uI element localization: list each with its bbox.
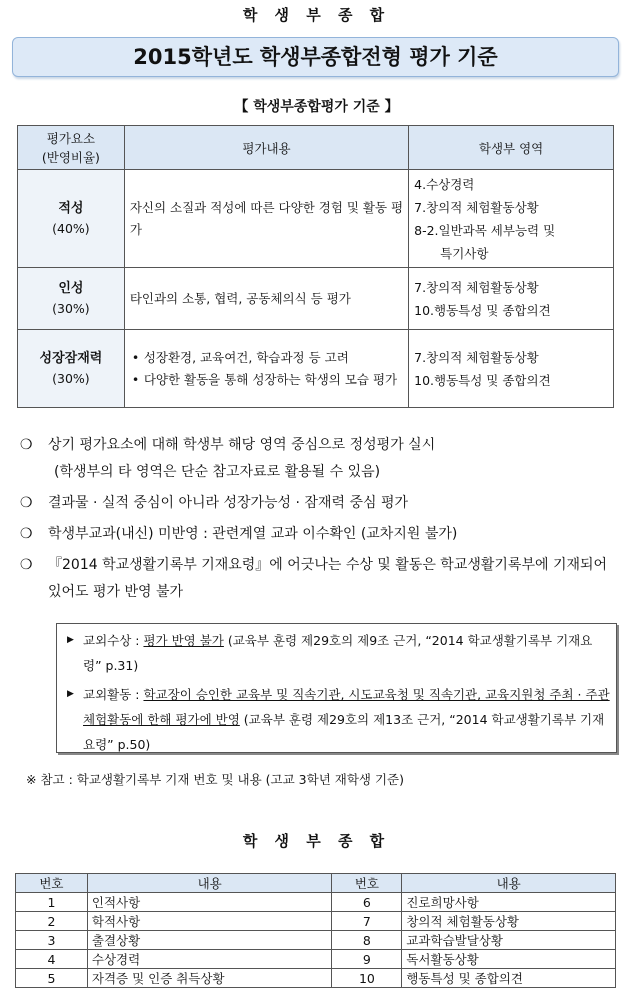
factor-ratio: (30%) [52,371,90,386]
page-top-title: 학 생 부 종 합 [242,6,391,24]
note-item [20,552,620,606]
area-item: 7.창의적 체험활동상황 [414,199,539,215]
open-circle-icon: ❍ [20,526,33,542]
factor-header [18,126,125,170]
factor-name: 성장잠재력 [39,351,103,366]
note-subtext: (학생부의 타 영역은 단순 참고자료로 활용될 수 있음) [54,464,381,480]
triangle-right-icon: ▶ [67,689,74,699]
reference-detail: (교육부 훈령 제29호의 제13조 근거, “2014 학교생활기록부 기재요령” p.50) [83,712,605,752]
bullet-text: 성장환경, 교육여건, 학습과정 등 고려 [143,349,349,365]
content-cell [124,330,408,408]
table-row [16,950,616,969]
note-item [20,521,620,548]
reference-item [57,678,616,757]
content-cell: 자신의 소질과 적성에 따른 다양한 경험 및 활동 평가 [124,170,408,268]
reference-label: 교외수상 : [83,633,144,648]
item-number: 10 [332,969,402,988]
item-name: 출결상황 [87,931,332,950]
area-item: 4.수상경력 [414,176,475,192]
factor-ratio: (30%) [52,301,90,316]
bullet-item [130,347,403,369]
open-circle-icon: ❍ [20,437,33,453]
item-name: 독서활동상황 [402,950,616,969]
area-item: 8-2.일반과목 세부능력 및 [414,222,556,238]
number-header: 번호 [332,874,402,893]
main-title: 2015학년도 학생부종합전형 평가 기준 [133,45,498,69]
factor-cell [18,330,125,408]
eval-row-potential [18,330,614,408]
triangle-right-icon: ▶ [67,635,74,645]
item-number: 2 [16,912,88,931]
bullet-text: 다양한 활동을 통해 성장하는 학생의 모습 평가 [143,371,398,387]
factor-header-line1: 평가요소 [46,130,96,146]
evaluation-criteria-table [17,125,614,408]
number-header: 번호 [16,874,88,893]
item-number: 1 [16,893,88,912]
item-name: 인적사항 [87,893,332,912]
bullet-item [130,369,403,391]
item-name: 진로희망사항 [402,893,616,912]
item-number: 9 [332,950,402,969]
factor-name: 인성 [58,281,84,296]
reference-emphasis: 평가 반영 불가 [143,633,224,648]
table-row [16,931,616,950]
item-name: 행동특성 및 종합의견 [402,969,616,988]
note-item [20,432,620,486]
factor-header-line2: (반영비율) [41,149,100,165]
item-name: 창의적 체험활동상황 [402,912,616,931]
reference-detail: (교육부 훈령 제29호의 제9조 근거, “2014 학교생활기록부 기재요령” p.31) [83,633,593,673]
record-items-table [15,873,616,988]
content-cell: 타인과의 소통, 협력, 공동체의식 등 평가 [124,268,408,330]
area-item: 10.행동특성 및 종합의견 [414,302,551,318]
factor-cell [18,268,125,330]
factor-cell [18,170,125,268]
item-number: 8 [332,931,402,950]
area-item: 7.창의적 체험활동상황 [414,279,539,295]
item-name: 자격증 및 인증 취득상황 [87,969,332,988]
eval-row-aptitude [18,170,614,268]
bottom-title: 학 생 부 종 합 [242,832,391,850]
item-name: 교과학습발달상황 [402,931,616,950]
area-cell [409,170,614,268]
area-cell [409,268,614,330]
area-item: 특기사항 [440,245,489,261]
factor-name: 적성 [58,201,84,216]
bullet-dot-icon: • [131,349,140,365]
item-number: 5 [16,969,88,988]
item-number: 4 [16,950,88,969]
table-row [16,969,616,988]
reference-box [56,623,617,753]
reference-emphasis: 학교장이 승인한 교육부 및 직속기관, 시도교육청 및 직속기관, 교육지원청 주최 · 주관 체험활동에 한해 평가에 반영 [83,687,610,727]
area-item: 10.행동특성 및 종합의견 [414,372,551,388]
eval-row-character [18,268,614,330]
note-text: 『2014 학교생활기록부 기재요령』에 어긋나는 수상 및 활동은 학교생활기록부에 기재되어 있어도 평가 반영 불가 [48,557,608,600]
factor-ratio: (40%) [52,221,90,236]
item-name: 수상경력 [87,950,332,969]
item-number: 3 [16,931,88,950]
content-header: 평가내용 [124,126,408,170]
note-item [20,490,620,517]
table-row [16,893,616,912]
note-text: 결과물 · 실적 중심이 아니라 성장가능성 · 잠재력 중심 평가 [48,495,409,511]
reference-label: 교외활동 : [83,687,144,702]
open-circle-icon: ❍ [20,495,33,511]
item-number: 7 [332,912,402,931]
table-row [16,912,616,931]
reference-item [57,624,616,678]
main-title-banner [12,37,619,77]
item-number: 6 [332,893,402,912]
area-cell [409,330,614,408]
open-circle-icon: ❍ [20,557,33,573]
record-header-row [16,874,616,893]
item-header: 내용 [87,874,332,893]
area-item: 7.창의적 체험활동상황 [414,349,539,365]
notes-list [20,432,620,610]
note-text: 상기 평가요소에 대해 학생부 해당 영역 중심으로 정성평가 실시 [48,437,436,453]
section-label: 【 학생부종합평가 기준 】 [234,99,399,115]
item-header: 내용 [402,874,616,893]
eval-header-row [18,126,614,170]
note-text: 학생부교과(내신) 미반영 : 관련계열 교과 이수확인 (교차지원 불가) [48,526,458,542]
area-header: 학생부 영역 [409,126,614,170]
footnote: ※ 참고 : 학교생활기록부 기재 번호 및 내용 (고교 3학년 재학생 기준) [26,772,404,787]
content-bullets [130,347,403,391]
bullet-dot-icon: • [131,371,140,387]
item-name: 학적사항 [87,912,332,931]
